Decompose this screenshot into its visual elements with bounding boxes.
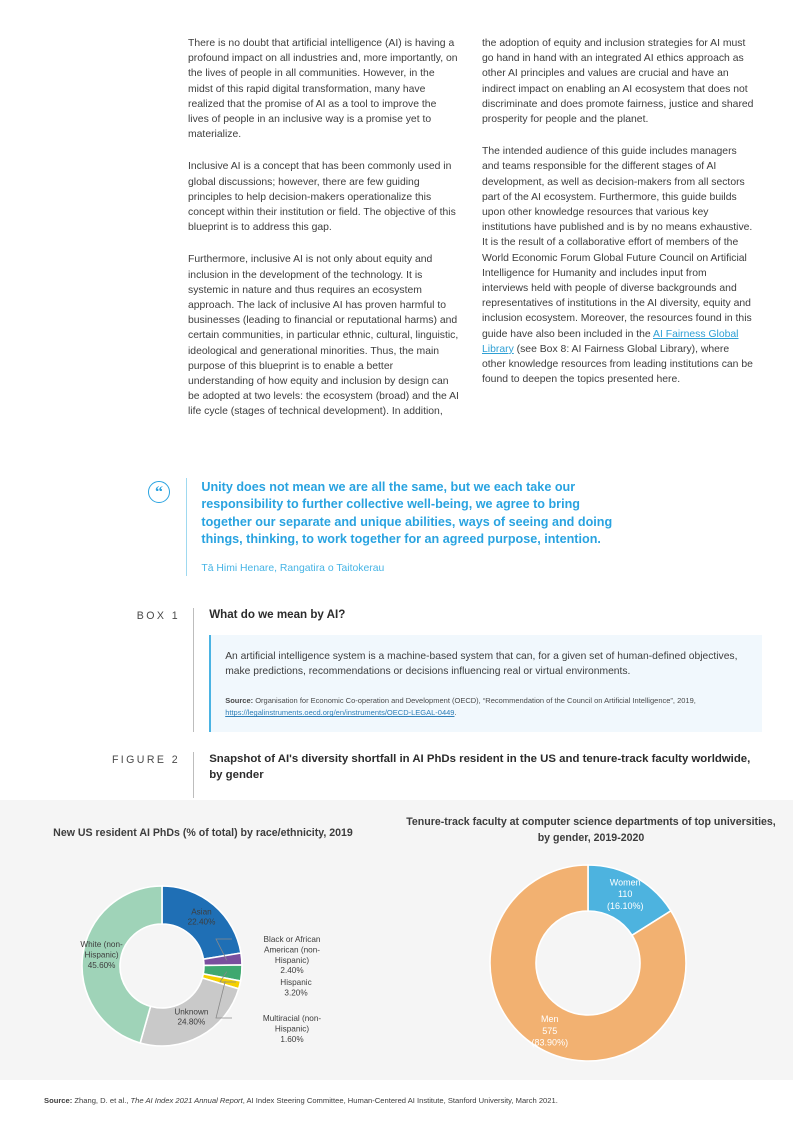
box-1-title: What do we mean by AI? bbox=[209, 608, 346, 621]
figure-2-header bbox=[98, 752, 762, 798]
donut-slice-label: Multiracial (non- bbox=[262, 1014, 322, 1023]
source-text-1: Zhang, D. et al., bbox=[72, 1096, 131, 1105]
paragraph-intended-audience bbox=[482, 144, 754, 387]
donut-slice-label: 2.40% bbox=[280, 966, 304, 976]
donut-chart-gender bbox=[470, 858, 720, 1073]
paragraph-adoption-equity: the adoption of equity and inclusion strategies for AI must go hand in hand with an integrated AI ethics approach as other AI principles and values are crucial and have an indirect impact on enabling an AI ecosystem that does not discriminate and does promote fairness, justice and shared prosperity for people and the planet. bbox=[482, 38, 754, 126]
ai-fairness-global-library-link[interactable]: AI Fairness Global Library bbox=[482, 328, 739, 355]
donut-slice-label: Men bbox=[541, 1014, 559, 1025]
quote-text: Unity does not mean we are all the same, but we each take our responsibility to further collective well-being, we agree to bring together our separate and unique abilities, ways of seeing and doing things, thinking, to work together for an agreed purpose, intention. bbox=[201, 480, 613, 547]
quote-mark-icon: “ bbox=[148, 481, 170, 503]
donut-slice-label: (16.10%) bbox=[606, 900, 644, 911]
donut-slice-label: 1.60% bbox=[280, 1034, 304, 1044]
article-body-columns bbox=[188, 36, 754, 420]
donut-slice-label: Asian bbox=[191, 907, 212, 917]
box-1-body-text: An artificial intelligence system is a machine-based system that can, for a given set of human-defined objectives, make predictions, recommendations or decisions influencing real or virtual environments. bbox=[225, 651, 738, 678]
pull-quote bbox=[148, 478, 618, 576]
quote-body bbox=[201, 478, 618, 576]
donut-slice-label: Hispanic) bbox=[274, 1024, 310, 1034]
donut-slice-label: American (non- bbox=[264, 945, 320, 955]
source-report-title: The AI Index 2021 Annual Report bbox=[130, 1096, 243, 1105]
donut-chart-1-svg bbox=[44, 866, 364, 1066]
paragraph-furthermore: Furthermore, inclusive AI is not only about equity and inclusion in the development of the technology. It is systemic in nature and thus requires an ecosystem approach. The lack of inclusive AI has proven harmful to businesses (leading to financial or reputational harms) and certain communities, in particular ethnic, cultural, linguistic, ideological and generational minorities. Thus, the main purpose of this blueprint is to enable a better understanding of how equity and inclusion by design can be adopted at two levels: the ecosystem (broad) and the AI life cycle (stages of technical development). In addition, bbox=[188, 254, 459, 418]
box-1-section bbox=[112, 608, 762, 732]
figure-2-source bbox=[44, 1095, 754, 1107]
paragraph-text-before-link: The intended audience of this guide includes managers and teams responsible for the different stages of AI development, as well as decision-makers from all sectors part of the AI ecosystem. Furthermore, this guide builds upon other knowledge resources that various key institutions have published and is by no means exhaustive. It is the result of a collaborative effort of members of the World Economic Forum Global Future Council on Artificial Intelligence for Humanity and includes input from interviews held with people of diverse backgrounds and representatives of institutions in the AI diversity, equity and inclusion ecosystem. Moreover, the resources found in this guide have also been included in the bbox=[482, 146, 753, 340]
left-text-column bbox=[188, 36, 460, 420]
source-text-2: , AI Index Steering Committee, Human-Centered AI Institute, Stanford University, March 2021. bbox=[242, 1096, 558, 1105]
chart-2-title: Tenure-track faculty at computer science departments of top universities, by gender, 2019-2020 bbox=[406, 816, 776, 844]
donut-chart-race-ethnicity bbox=[44, 866, 364, 1066]
donut-slice-label: Hispanic) bbox=[84, 950, 119, 960]
donut-slice-label: Hispanic bbox=[280, 978, 312, 987]
box-1-label: BOX 1 bbox=[136, 610, 180, 622]
donut-slice-label: 24.80% bbox=[177, 1017, 206, 1027]
box-1-source bbox=[225, 695, 746, 720]
paragraph-text-after-link: (see Box 8: AI Fairness Global Library), where other knowledge resources from leading institutions can be found to deepen the topics presented here. bbox=[482, 343, 753, 386]
box-1-source-suffix: . bbox=[454, 708, 457, 718]
figure-2-title: Snapshot of AI's diversity shortfall in AI PhDs resident in the US and tenure-track faculty worldwide, by gender bbox=[209, 753, 751, 781]
donut-slice-label: 45.60% bbox=[87, 960, 116, 970]
source-prefix: Source: bbox=[44, 1096, 73, 1105]
box-1-source-prefix: Source: bbox=[225, 695, 254, 705]
right-text-column bbox=[482, 36, 754, 420]
donut-slice-label: 3.20% bbox=[284, 988, 308, 998]
figure-2-chart-area bbox=[0, 800, 793, 1080]
paragraph-intro: There is no doubt that artificial intelligence (AI) is having a profound impact on all industries and, more importantly, on the lives of people in all communities. However, in the midst of this rapid digital transformation, many have realized that the promise of AI as a tool to improve the lives of people in an inclusive way is a promise yet to materialize. bbox=[188, 38, 458, 141]
chart-1-title: New US resident AI PhDs (% of total) by race/ethnicity, 2019 bbox=[53, 827, 353, 839]
figure-2-label: FIGURE 2 bbox=[111, 754, 180, 766]
donut-chart-2-svg bbox=[470, 858, 720, 1073]
donut-slice-label: Hispanic) bbox=[274, 955, 310, 965]
donut-slice-label: Black or African bbox=[263, 935, 321, 944]
donut-slice-label: 22.40% bbox=[187, 917, 216, 927]
donut-slice-label: Women bbox=[609, 877, 641, 888]
donut-slice-label: White (non- bbox=[80, 940, 123, 950]
box-1-source-link[interactable]: https://legalinstruments.oecd.org/en/instruments/OECD-LEGAL-0449 bbox=[225, 708, 455, 718]
box-1-source-text: Organisation for Economic Co-operation and Development (OECD), “Recommendation of the Council on Artificial Intelligence”, 2019, bbox=[253, 695, 696, 705]
paragraph-inclusive-ai: Inclusive AI is a concept that has been commonly used in global discussions; however, there are few guiding principles to help decision-makers operationalize this concept within their institution or field. The objective of this blueprint is to address this gap. bbox=[188, 161, 456, 234]
donut-slice-label: Unknown bbox=[174, 1007, 209, 1017]
quote-attribution: Tā Himi Henare, Rangatira o Taitokerau bbox=[201, 562, 385, 574]
box-1-panel bbox=[209, 635, 762, 732]
donut-slice-label: 110 bbox=[618, 889, 633, 900]
box-1-content bbox=[194, 608, 762, 732]
donut-slice-label: 575 bbox=[542, 1025, 558, 1036]
donut-slice-label: (83.90%) bbox=[531, 1037, 569, 1048]
